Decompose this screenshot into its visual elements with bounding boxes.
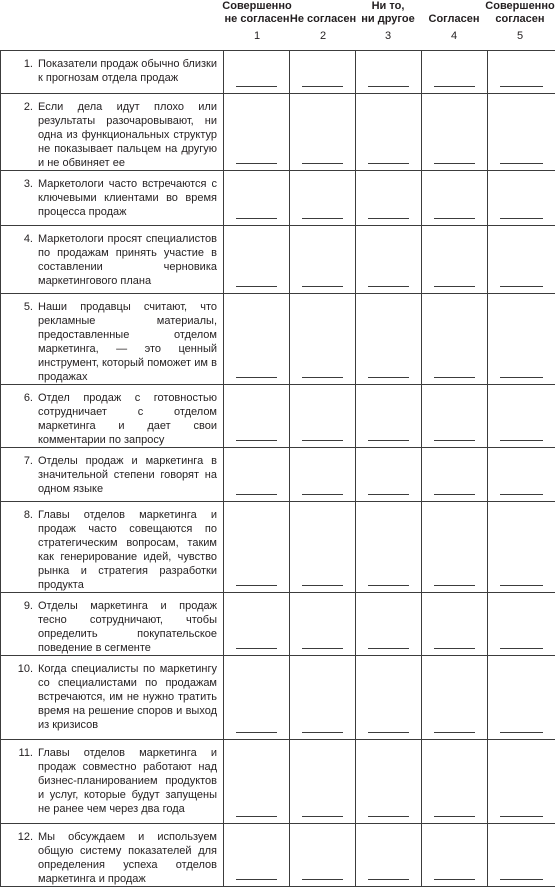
answer-cell-3[interactable] xyxy=(356,294,422,385)
scale-label-5-line-1: Совершенно xyxy=(485,0,554,12)
answer-cell-2[interactable] xyxy=(290,448,356,502)
answer-blank-line[interactable] xyxy=(236,377,277,378)
answer-blank-line[interactable] xyxy=(434,585,475,586)
answer-blank-line[interactable] xyxy=(500,816,543,817)
answer-blank-line[interactable] xyxy=(236,218,277,219)
answer-cell-5[interactable] xyxy=(488,448,555,502)
question-number: 6. xyxy=(9,391,38,447)
question-number: 8. xyxy=(9,508,38,592)
table-row xyxy=(1,740,555,824)
scale-number-3: 3 xyxy=(353,30,423,43)
answer-cell-5[interactable] xyxy=(488,385,555,448)
scale-label-4-line-1: Согласен xyxy=(429,13,480,25)
question-text: Мы обсуждаем и используем общую систему показателей для определения успеха отделов маркетинга и продаж xyxy=(38,830,217,886)
question-text: Отделы маркетинга и продаж тесно сотрудничают, чтобы определить покупательское поведение в сегменте xyxy=(38,599,217,655)
answer-cell-4[interactable] xyxy=(422,385,488,448)
question-number: 11. xyxy=(9,746,38,816)
answer-blank-line[interactable] xyxy=(368,286,409,287)
answer-blank-line[interactable] xyxy=(368,816,409,817)
answer-blank-line[interactable] xyxy=(236,494,277,495)
answer-blank-line[interactable] xyxy=(236,163,277,164)
answer-blank-line[interactable] xyxy=(368,163,409,164)
answer-cell-2[interactable] xyxy=(290,385,356,448)
question-text: Маркетологи просят специалистов по продажам принять участие в составлении черновика маркетингового плана xyxy=(38,232,217,288)
table-row xyxy=(1,656,555,740)
answer-cell-4[interactable] xyxy=(422,294,488,385)
answer-cell-3[interactable] xyxy=(356,51,422,94)
answer-blank-line[interactable] xyxy=(434,648,475,649)
answer-blank-line[interactable] xyxy=(500,585,543,586)
answer-cell-5[interactable] xyxy=(488,656,555,740)
answer-cell-1[interactable] xyxy=(224,51,290,94)
answer-cell-3[interactable] xyxy=(356,94,422,171)
answer-blank-line[interactable] xyxy=(434,816,475,817)
answer-cell-4[interactable] xyxy=(422,171,488,226)
answer-cell-2[interactable] xyxy=(290,171,356,226)
answer-blank-line[interactable] xyxy=(368,86,409,87)
answer-cell-2[interactable] xyxy=(290,51,356,94)
answer-blank-line[interactable] xyxy=(500,86,543,87)
question xyxy=(9,232,217,288)
answer-cell-1[interactable] xyxy=(224,448,290,502)
answer-blank-line[interactable] xyxy=(368,218,409,219)
answer-cell-4[interactable] xyxy=(422,824,488,887)
question-text: Маркетологи часто встречаются с ключевыми клиентами во время процесса продаж xyxy=(38,177,217,219)
answer-cell-1[interactable] xyxy=(224,226,290,294)
table-row xyxy=(1,171,555,226)
scale-label-2-line-1: Не согласен xyxy=(290,13,356,25)
answer-cell-3[interactable] xyxy=(356,226,422,294)
answer-blank-line[interactable] xyxy=(434,163,475,164)
answer-cell-1[interactable] xyxy=(224,94,290,171)
question-cell xyxy=(1,824,224,887)
scale-label-1-line-1: Совершенно xyxy=(222,0,291,12)
answer-blank-line[interactable] xyxy=(302,879,343,880)
question xyxy=(9,454,217,496)
answer-cell-5[interactable] xyxy=(488,171,555,226)
answer-cell-4[interactable] xyxy=(422,94,488,171)
question-number: 3. xyxy=(9,177,38,219)
scale-number-5: 5 xyxy=(485,30,555,43)
answer-blank-line[interactable] xyxy=(500,377,543,378)
answer-cell-4[interactable] xyxy=(422,226,488,294)
question-cell xyxy=(1,171,224,226)
answer-blank-line[interactable] xyxy=(368,494,409,495)
answer-blank-line[interactable] xyxy=(302,86,343,87)
question-text: Отдел продаж с готовностью сотрудничает с отделом маркетинга и дает свои комментарии по запросу xyxy=(38,391,217,447)
answer-blank-line[interactable] xyxy=(236,86,277,87)
question-text: Наши продавцы считают, что рекламные материалы, предоставленные отделом маркетинга, — это ценный инструмент, который поможет им в продажах xyxy=(38,300,217,384)
question-cell xyxy=(1,294,224,385)
answer-cell-5[interactable] xyxy=(488,593,555,656)
answer-blank-line[interactable] xyxy=(302,732,343,733)
answer-blank-line[interactable] xyxy=(302,648,343,649)
answer-blank-line[interactable] xyxy=(434,440,475,441)
answer-blank-line[interactable] xyxy=(368,648,409,649)
question-text: Главы отделов маркетинга и продаж совместно работают над бизнес-планированием продуктов и услуг, которые будут запущены не ранее чем через два года xyxy=(38,746,217,816)
table-row xyxy=(1,94,555,171)
question-number: 7. xyxy=(9,454,38,496)
answer-cell-3[interactable] xyxy=(356,171,422,226)
answer-blank-line[interactable] xyxy=(500,440,543,441)
answer-blank-line[interactable] xyxy=(368,879,409,880)
question-cell xyxy=(1,94,224,171)
question-cell xyxy=(1,502,224,593)
answer-cell-2[interactable] xyxy=(290,502,356,593)
answer-cell-4[interactable] xyxy=(422,593,488,656)
scale-number-4: 4 xyxy=(419,30,489,43)
answer-blank-line[interactable] xyxy=(236,585,277,586)
answer-cell-4[interactable] xyxy=(422,656,488,740)
answer-blank-line[interactable] xyxy=(236,286,277,287)
question-cell xyxy=(1,51,224,94)
answer-blank-line[interactable] xyxy=(368,377,409,378)
question-cell xyxy=(1,226,224,294)
question-cell xyxy=(1,448,224,502)
question xyxy=(9,100,217,170)
answer-blank-line[interactable] xyxy=(302,163,343,164)
answer-cell-4[interactable] xyxy=(422,448,488,502)
answer-blank-line[interactable] xyxy=(434,732,475,733)
question xyxy=(9,830,217,886)
scale-header-5 xyxy=(485,0,555,43)
question-text: Когда специалисты по маркетингу со специалистами по продажам встречаются, им не нужно тратить время на решение споров и выход из кризисов xyxy=(38,662,217,732)
answer-cell-2[interactable] xyxy=(290,740,356,824)
scale-label-1-line-2: не согласен xyxy=(225,13,290,25)
question-number: 1. xyxy=(9,57,38,85)
scale-label-5-line-2: согласен xyxy=(495,13,544,25)
answer-cell-5[interactable] xyxy=(488,226,555,294)
answer-blank-line[interactable] xyxy=(302,494,343,495)
scale-header xyxy=(0,0,555,50)
answer-cell-5[interactable] xyxy=(488,294,555,385)
answer-cell-5[interactable] xyxy=(488,502,555,593)
answer-cell-3[interactable] xyxy=(356,656,422,740)
answer-cell-2[interactable] xyxy=(290,656,356,740)
answer-cell-4[interactable] xyxy=(422,502,488,593)
answer-blank-line[interactable] xyxy=(302,377,343,378)
answer-cell-1[interactable] xyxy=(224,824,290,887)
answer-cell-1[interactable] xyxy=(224,740,290,824)
answer-blank-line[interactable] xyxy=(236,732,277,733)
answer-cell-3[interactable] xyxy=(356,593,422,656)
answer-cell-1[interactable] xyxy=(224,385,290,448)
answer-blank-line[interactable] xyxy=(500,218,543,219)
answer-cell-1[interactable] xyxy=(224,593,290,656)
question xyxy=(9,746,217,816)
question-number: 9. xyxy=(9,599,38,655)
answer-cell-2[interactable] xyxy=(290,824,356,887)
answer-cell-3[interactable] xyxy=(356,740,422,824)
answer-blank-line[interactable] xyxy=(302,286,343,287)
answer-blank-line[interactable] xyxy=(500,286,543,287)
answer-cell-1[interactable] xyxy=(224,656,290,740)
question-number: 10. xyxy=(9,662,38,732)
scale-header-4 xyxy=(419,13,489,43)
answer-blank-line[interactable] xyxy=(368,440,409,441)
answer-blank-line[interactable] xyxy=(236,879,277,880)
answer-blank-line[interactable] xyxy=(500,648,543,649)
answer-cell-5[interactable] xyxy=(488,51,555,94)
answer-cell-5[interactable] xyxy=(488,94,555,171)
scale-label-3-line-2: ни другое xyxy=(361,13,414,25)
table-row xyxy=(1,385,555,448)
answer-blank-line[interactable] xyxy=(500,732,543,733)
answer-cell-4[interactable] xyxy=(422,51,488,94)
question xyxy=(9,57,217,85)
answer-blank-line[interactable] xyxy=(434,494,475,495)
question-cell xyxy=(1,593,224,656)
answer-blank-line[interactable] xyxy=(368,585,409,586)
answer-blank-line[interactable] xyxy=(500,163,543,164)
scale-header-2 xyxy=(288,13,358,43)
answer-cell-2[interactable] xyxy=(290,593,356,656)
table-row xyxy=(1,824,555,887)
question xyxy=(9,300,217,384)
answer-cell-2[interactable] xyxy=(290,94,356,171)
question-number: 12. xyxy=(9,830,38,886)
table-row xyxy=(1,502,555,593)
scale-number-2: 2 xyxy=(288,30,358,43)
question-number: 5. xyxy=(9,300,38,384)
answer-cell-3[interactable] xyxy=(356,824,422,887)
scale-header-3 xyxy=(353,0,423,43)
answer-cell-3[interactable] xyxy=(356,502,422,593)
answer-blank-line[interactable] xyxy=(302,218,343,219)
survey-table xyxy=(0,50,555,887)
answer-cell-1[interactable] xyxy=(224,294,290,385)
table-row xyxy=(1,294,555,385)
question-number: 4. xyxy=(9,232,38,288)
question-text: Главы отделов маркетинга и продаж часто совещаются по стратегическим вопросам, таким как генерирование идей, чувство рынка и стратегия разработки продукта xyxy=(38,508,217,592)
question-text: Если дела идут плохо или результаты разочаровывают, ни одна из функциональных структур не показывает пальцем на другую и не обвиняет ее xyxy=(38,100,217,170)
question-cell xyxy=(1,740,224,824)
table-row xyxy=(1,226,555,294)
question-number: 2. xyxy=(9,100,38,170)
question xyxy=(9,177,217,219)
table-row xyxy=(1,51,555,94)
answer-blank-line[interactable] xyxy=(434,377,475,378)
answer-cell-2[interactable] xyxy=(290,226,356,294)
answer-blank-line[interactable] xyxy=(236,648,277,649)
answer-blank-line[interactable] xyxy=(434,218,475,219)
answer-blank-line[interactable] xyxy=(302,585,343,586)
answer-blank-line[interactable] xyxy=(302,440,343,441)
answer-blank-line[interactable] xyxy=(434,286,475,287)
answer-blank-line[interactable] xyxy=(434,879,475,880)
question xyxy=(9,391,217,447)
answer-blank-line[interactable] xyxy=(302,816,343,817)
scale-label-3-line-1: Ни то, xyxy=(372,0,405,12)
answer-cell-3[interactable] xyxy=(356,385,422,448)
answer-blank-line[interactable] xyxy=(368,732,409,733)
answer-blank-line[interactable] xyxy=(236,440,277,441)
answer-cell-5[interactable] xyxy=(488,824,555,887)
question xyxy=(9,599,217,655)
question-text: Отделы продаж и маркетинга в значительной степени говорят на одном языке xyxy=(38,454,217,496)
answer-cell-2[interactable] xyxy=(290,294,356,385)
scale-header-1 xyxy=(222,0,292,43)
answer-cell-1[interactable] xyxy=(224,171,290,226)
question-cell xyxy=(1,656,224,740)
answer-cell-4[interactable] xyxy=(422,740,488,824)
question-cell xyxy=(1,385,224,448)
answer-cell-1[interactable] xyxy=(224,502,290,593)
question-text: Показатели продаж обычно близки к прогнозам отдела продаж xyxy=(38,57,217,85)
table-row xyxy=(1,448,555,502)
answer-blank-line[interactable] xyxy=(236,816,277,817)
answer-cell-3[interactable] xyxy=(356,448,422,502)
question xyxy=(9,662,217,732)
answer-cell-5[interactable] xyxy=(488,740,555,824)
table-row xyxy=(1,593,555,656)
answer-blank-line[interactable] xyxy=(500,879,543,880)
answer-blank-line[interactable] xyxy=(434,86,475,87)
answer-blank-line[interactable] xyxy=(500,494,543,495)
scale-number-1: 1 xyxy=(222,30,292,43)
question xyxy=(9,508,217,592)
